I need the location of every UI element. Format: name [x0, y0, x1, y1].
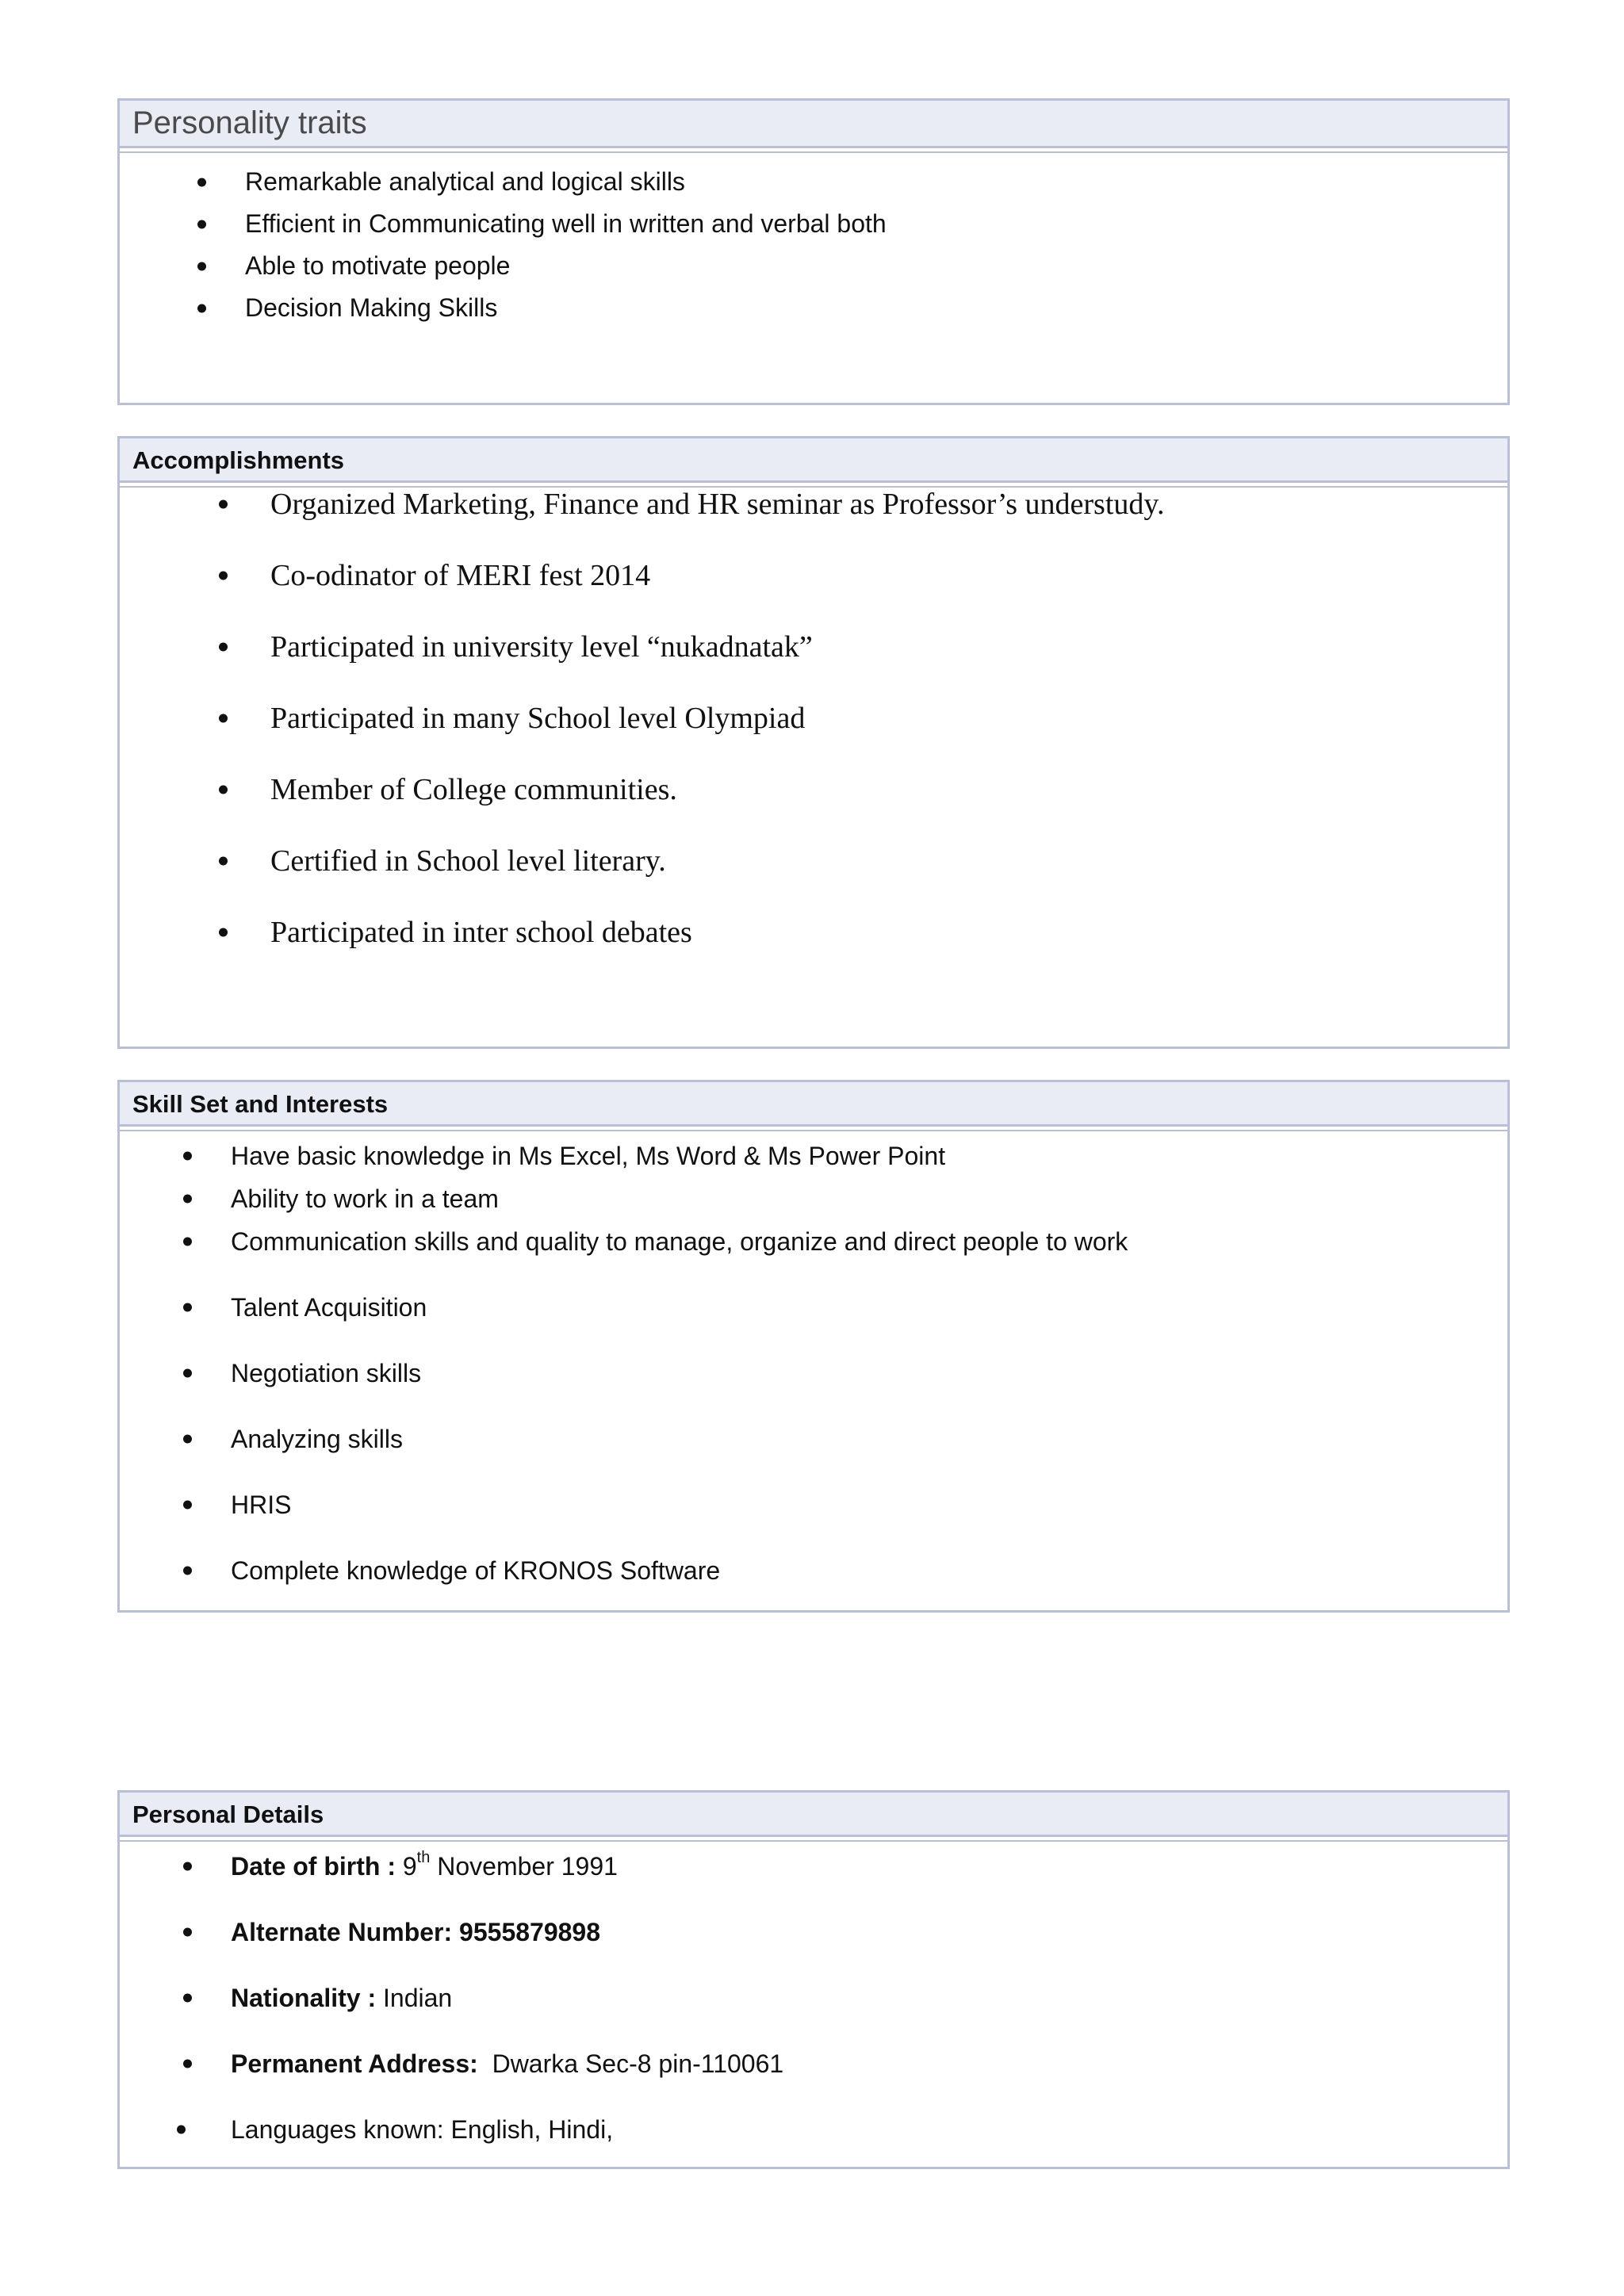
- accomplishment-list: [120, 483, 1507, 982]
- nationality-value: Indian: [383, 1984, 453, 2012]
- date-of-birth-label: Date of birth :: [231, 1852, 396, 1881]
- bullet-icon: [197, 262, 206, 270]
- list-item: Certified in School level literary.: [120, 840, 1507, 911]
- bullet-icon: [183, 1994, 192, 2003]
- bullet-icon: [219, 928, 228, 937]
- list-item: Participated in many School level Olympiad: [120, 697, 1507, 768]
- alternate-number-item: [120, 1911, 1507, 1976]
- section-title: Accomplishments: [132, 446, 345, 474]
- date-of-birth-value: November 1991: [437, 1852, 618, 1881]
- bullet-icon: [183, 1862, 192, 1871]
- bullet-icon: [183, 1195, 192, 1203]
- skill-list: [120, 1135, 1507, 1615]
- bullet-icon: [183, 1369, 192, 1378]
- list-item: Ability to work in a team: [120, 1177, 1507, 1220]
- bullet-icon: [197, 220, 206, 228]
- list-item: Organized Marketing, Finance and HR seminar as Professor’s understudy.: [120, 483, 1507, 554]
- section-title: Personality traits: [132, 105, 367, 140]
- list-item: Communication skills and quality to manage, organize and direct people to work: [120, 1220, 1507, 1286]
- list-item: Complete knowledge of KRONOS Software: [120, 1549, 1507, 1615]
- section-title: Skill Set and Interests: [132, 1090, 389, 1118]
- section-title: Personal Details: [132, 1800, 324, 1828]
- permanent-address-label: Permanent Address:: [231, 2049, 478, 2078]
- bullet-icon: [219, 643, 228, 652]
- bullet-icon: [183, 1238, 192, 1246]
- list-item: Efficient in Communicating well in written and verbal both: [120, 203, 1507, 245]
- list-item: Able to motivate people: [120, 245, 1507, 287]
- section-header: [120, 438, 1507, 483]
- accomplishments-section: [117, 436, 1510, 1049]
- list-item: HRIS: [120, 1483, 1507, 1549]
- bullet-icon: [177, 2126, 186, 2134]
- date-of-birth-suffix: th: [416, 1849, 431, 1867]
- section-header: [120, 1793, 1507, 1837]
- personal-details-list: [120, 1845, 1507, 2174]
- bullet-icon: [183, 1501, 192, 1510]
- bullet-icon: [219, 572, 228, 580]
- permanent-address-item: [120, 2042, 1507, 2108]
- list-item: Talent Acquisition: [120, 1286, 1507, 1352]
- date-of-birth-item: [120, 1845, 1507, 1911]
- bullet-icon: [183, 1567, 192, 1575]
- bullet-icon: [183, 1303, 192, 1312]
- permanent-address-value: Dwarka Sec-8 pin-110061: [492, 2049, 784, 2078]
- bullet-icon: [219, 857, 228, 866]
- bullet-icon: [197, 178, 206, 186]
- list-item: Negotiation skills: [120, 1352, 1507, 1418]
- bullet-icon: [219, 786, 228, 794]
- nationality-item: [120, 1976, 1507, 2042]
- bullet-icon: [197, 304, 206, 312]
- nationality-label: Nationality :: [231, 1984, 377, 2012]
- personal-details-section: [117, 1790, 1510, 2169]
- trait-list: [120, 161, 1507, 329]
- languages-item: [120, 2108, 1507, 2174]
- list-item: Analyzing skills: [120, 1418, 1507, 1483]
- alternate-number-value: 9555879898: [459, 1918, 601, 1946]
- bullet-icon: [183, 1435, 192, 1444]
- list-item: Participated in university level “nukadnatak”: [120, 626, 1507, 697]
- bullet-icon: [219, 714, 228, 723]
- date-of-birth-day: 9: [402, 1852, 417, 1881]
- section-header: [120, 101, 1507, 148]
- section-header: [120, 1082, 1507, 1127]
- bullet-icon: [183, 1152, 192, 1161]
- list-item: Have basic knowledge in Ms Excel, Ms Word & Ms Power Point: [120, 1135, 1507, 1177]
- list-item: Decision Making Skills: [120, 287, 1507, 329]
- list-item: Participated in inter school debates: [120, 911, 1507, 982]
- bullet-icon: [219, 500, 228, 509]
- languages-text: Languages known: English, Hindi,: [231, 2115, 614, 2144]
- list-item: Co-odinator of MERI fest 2014: [120, 554, 1507, 626]
- bullet-icon: [183, 1928, 192, 1937]
- personality-traits-section: [117, 98, 1510, 405]
- bullet-icon: [183, 2060, 192, 2068]
- alternate-number-label: Alternate Number:: [231, 1918, 453, 1946]
- skills-section: [117, 1080, 1510, 1613]
- list-item: Member of College communities.: [120, 768, 1507, 840]
- list-item: Remarkable analytical and logical skills: [120, 161, 1507, 203]
